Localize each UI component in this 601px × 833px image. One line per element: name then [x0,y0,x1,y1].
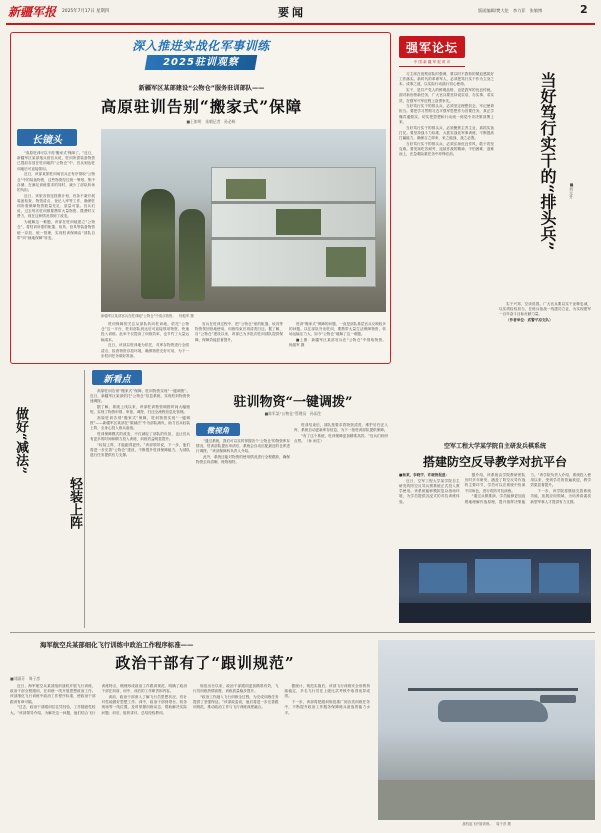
screen-1 [419,563,467,593]
story4-kicker: 海军航空兵某部细化飞行训练中政治工作程序标准—— [40,641,194,649]
lower-section-rule [10,632,595,633]
story3-para-3: “通过兵棋推演，学员能够更加直观地理解作战原理，提升指挥决策能力。”该学院负责人介绍，系统投入使用以来，受到学员的普遍欢迎，教学效果显著提升。 [464,473,591,504]
top-story-col4-para-1: 驻训“搬家式”保障的问题，一直是部队基层官兵反映较多的问题。以往部队外出驻训，要携带大量生活保障物资，转场运输压力大，如今“公物仓”破解了这一难题。 [289,322,386,337]
story4-body [10,684,370,829]
story3-headline: 搭建防空反导教学对抗平台 [422,455,567,469]
forum-vertical-headline: 当好笃行实干的“排头兵” [538,72,557,251]
story2-body-left [90,389,190,625]
vertical-story-rule [84,370,85,628]
sidebar-forum [395,32,595,362]
forum-para-1: 习主席在视察部队时强调，要以时不我待的紧迫感抓好工作落实。新时代的革命军人，必须把笃行实干作为立身之本、成事之道，以实际行动践行初心使命。 [399,72,494,87]
tag-changjingtou [17,129,77,146]
top-story-body-col4 [289,322,394,362]
top-story-col4-para-2: ■上图：新疆军区某部官兵在“公物仓”中领取物资。 杨振军 摄 [289,338,394,348]
story3-para-1: 近日，空军工程大学某学院自主研发的防空反导兵棋系统正式投入教学使用。该系统能够模拟复杂战场环境，为学员提供沉浸式的对抗训练体验。 [399,478,460,504]
runway [378,780,595,820]
crate-2 [276,209,321,235]
crate-1 [226,179,266,199]
story3-para-2: 据介绍，该系统由学院教研团队历时多年研发，涵盖了防空反导作战的主要环节，学员可以在系统中扮演不同角色，进行攻防对抗演练。 [464,473,526,493]
aircraft-rotor [408,688,578,691]
top-story-mid-para-2: 近日，该部以驻训地为依托，对库存物资进行全面清点，检查物资存放环境，确保物资完好可用，为下一步驻训任务做好准备。 [101,343,189,358]
aircraft-body [438,700,548,722]
soldier-figure-2 [179,209,205,301]
masthead-rule [6,23,595,25]
forum-para-4: 当好笃行实干的排头兵，必须聚焦主责主业，真抓实备打仗。要坚持战斗力标准，大抓实战化军事训练，不断提高打赢能力，确保召之即来、来之能战、战之必胜。 [399,125,494,140]
forum-subtitle: 中 国 新 疆 军 报 时 评 [413,60,451,64]
top-story-body-left [17,151,95,363]
forum-body-2 [499,302,591,358]
top-story-body-col3 [195,322,283,362]
masthead-date: 2025年7月17日 星期四 [62,9,110,14]
top-story-col3-para-1: 官兵在驻训过程中，把“公物仓”里的帐篷、炊具等物资领回营地使用，训练结束后再清洗归还。据了解，自“公物仓”建设以来，该部已为多批次驻训部队提供保障，保障效能显著提升。 [195,322,283,342]
tag-xinkandian [92,370,142,385]
forum-para-5: 当好笃行实干的排头兵，必须弘扬优良作风，敢于攻坚克难。要发扬吃苦耐劳、连续作战的精神，不怕困难、迎难而上，在急难险重任务中冲锋在前。 [399,141,494,157]
story2-body-right [294,423,388,625]
forum-author: ■刘元升 [569,182,574,199]
tag-xinkandian-label: 新看点 [103,374,131,385]
story4-photo [378,640,595,820]
story2-mid-para-1: “通过系统，我们可以实时掌握各个‘公物仓’的物资库存情况，驻训部队提出申请后，系统会自动匹配最近的仓库进行调拨。”该部保障科负责人介绍。 [196,439,290,454]
forum-para-3: 当好笃行实干的排头兵，必须坚定理想信念，牢记使命担当。要把学习贯彻习近平强军思想作为首要任务，真正学懂弄通做实，切实把思想和行动统一到党中央决策部署上来。 [399,104,494,124]
story4-photo-caption: 战机起飞开展训练。 周子彦 摄 [462,822,511,826]
forum-para-2: 实干，是共产党人的鲜明品格，也是我军的优良传统。面对新形势新任务，广大官兵要坚持说实话、办实事、求实效，在强军兴军征程上奋勇争先。 [399,88,494,103]
story2-headline: 驻训物资“一键调拨” [233,395,353,410]
story3-photo [399,549,591,623]
banner-line-2: 2025驻训观察 [163,57,239,68]
desk [399,603,591,623]
page-number: 2 [580,3,588,16]
story2-mid-para-2: 此外，系统还能对物资的使用情况进行全程跟踪，确保物资去向清晰、账物相符。 [196,455,290,465]
top-story-para-1: “高原驻训可以不再‘搬家式’保障了。”近日，新疆军区某部炮兵营官兵说，驻训所需装备物资已提前存放在驻训地的“公物仓”中，官兵到达驻训地后可直接领用。 [17,151,95,171]
story4-byline: ■刘淑芬 周子彦 [10,676,41,681]
story2 [88,367,391,629]
story4-para-7: 下一步，该部将把跟训规范推广到各类训练任务中，不断提升政治工作服务保障练兵备战的能力水平。 [284,700,370,715]
story3-body [399,473,591,547]
story4-para-3: 训前，政治干部深入了解飞行员思想状况，有针对性地做好思想工作；训中，政治干部到塔台、机务现场等一线位置，及时掌握训练动态，帮助解决实际问题；训后，组织讲评，总结经验教训。 [101,694,187,715]
story3-kicker: 空军工程大学某学院自主研发兵棋系统 [443,443,546,450]
vertical-headline-b: 轻装上阵 [67,477,82,529]
aircraft-tail [540,695,576,703]
vertical-story [10,367,84,629]
top-story-body-mid [101,322,189,362]
top-story-byline: ■王如明 朱朝记者 孙必栋 [186,119,236,124]
top-story-para-3: 近日，该旅各营连按照计划，有条不紊开展装备检查、物资清点、登记入库等工作，确保驻训所需保障物资数量充足、质量可靠。官兵们说，过去每次驻训都要携带大量物资，既费时又费力，现在这种情况得到了改变。 [17,193,95,219]
top-story-kicker: 新疆军区某部建设“公物仓”服务驻训部队—— [138,85,265,92]
tag-changjingtou-label: 长镜头 [32,135,62,146]
masthead-logo: 新疆军报 [8,5,57,19]
story4-headline: 政治干部有了“跟训规范” [115,654,295,672]
screen-2 [475,559,531,593]
page-editors: 版面编辑/樊大伦 李力菲 张敏博 [478,8,543,13]
top-story-mid-para-1: 驻训保障的关注从部队转向驻训地，依托“公物仓”这一平台，驻训部队到达后可直接领用物资，快速投入训练。此举不仅提高了训练效率，也节约了大量运输成本。 [101,322,189,342]
tag-weishijiao [196,423,240,436]
story2-right-para-1: 驻训结束后，部队按要求将物资清洗、维护后归还入库，系统自动更新库存信息，为下一批驻训部队提供保障。 [294,423,388,433]
top-story-photo-caption: 新疆军区某部官兵在驻训地“公物仓”中清点物资。 杨振军 摄 [101,314,194,318]
section-title: 要闻 [278,6,306,19]
vertical-story-para-3: “轻装上阵，才能跑得更快。”该部领导说，下一步，他们将进一步完善“公物仓”建设，不断提升驻训保障能力，为部队遂行任务提供有力支撑。 [90,443,190,458]
story2-body-mid [196,439,290,625]
story2-right-para-2: “有了这个系统，驻训保障更加精准高效。”官兵们纷纷点赞。（孙 雨生） [294,433,388,444]
shelf-line-1 [211,201,376,204]
screen-3 [539,563,579,593]
masthead [0,0,601,28]
shelf-line-2 [211,237,376,240]
story4-para-4: 规范出台以来，政治干部跟训更加精准有效，飞行员训练热情高涨，训练质量稳步提升。 [193,684,279,694]
tag-weishijiao-label: 微视角 [206,425,230,435]
top-story-para-4: 为破解这一难题，该部在驻训地建立“公物仓”，将驻训所需的帐篷、炊具、营具等装备物资统一存放、统一管理，实现驻训保障由“部队自带”向“就地保障”转变。 [17,220,95,240]
top-story-para-2: 近日，该部某旅驻训场官兵正有序领取“公物仓”中的装备物资，这些物资经过统一筹划、集中存储，在满足训练需求的同时，减少了部队转场的负担。 [17,172,95,192]
story4-para-2: “过去，政治干部跟训往往凭经验，工作随意性较大。”该部领导介绍，为解决这一问题，他们结合飞行训练特点，梳理形成政治工作跟训规范，明确了政治干部在训前、训中、训后的工作职责和内容。 [10,684,187,715]
story3-byline: ■杨某，李晓宇、许晓涛报道： [399,473,450,477]
top-story-frame [10,32,394,364]
story4-para-6: 据统计，规范实施后，该部飞行训练安全形势持续稳定，多名飞行员在上级比武考核中取得优异成绩。 [284,684,370,699]
forum-title: 强军论坛 [405,41,458,55]
vertical-story-para-1: 高原驻训告别“搬家式”保障，驻训物资实现“一键调拨”——新疆军区某部在“做减法”中为部队减负，助力官兵轻装上阵，全身心投入练兵备战。 [90,416,190,431]
crate-3 [326,247,366,277]
story4-para-1: 近日，海军航空兵某部组织战机开展飞行训练，政治干部全程跟训，在训练一线开展思想政治工作。该部细化飞行训练中政治工作程序标准，使政治干部跟训有章可循。 [10,684,96,704]
forum-title-box [399,36,465,58]
story4 [10,636,595,831]
story2-left-para-2: 据了解，系统上线以来，该部驻训物资调拨时间大幅缩短，实现了物资申领、审批、调拨、归还全流程信息化管理。 [90,405,190,415]
forum-rule [399,66,465,67]
top-story-banner [111,36,291,76]
story2-byline: ■陈军某“公物仓”管理员 孙雨生 [264,411,322,416]
soldier-figure-1 [141,189,175,299]
story3-para-4: 下一步，该学院将继续完善系统功能，拓展应用领域，为培养高素质新型军事人才提供有力支撑。 [530,489,591,504]
forum-body [399,72,494,298]
banner-line-1: 深入推进实战化军事训练 [132,39,270,53]
top-story-photo [101,129,386,312]
story4-para-5: “政治工作融入飞行训练全过程，为完成训练任务提供了坚强保证。”该部政委说，他们将进一步完善跟训规范，推动政治工作与飞行训练深度融合。 [193,694,279,710]
top-story-headline: 高原驻训告别“搬家式”保障 [100,97,303,116]
forum-tail-para: 实干兴邦，空谈误国。广大官兵要以实干诠释忠诚，以实绩检验担当，在练兵备战一线建功立业，为实现建军一百年奋斗目标贡献力量。 [499,302,591,317]
vertical-story-para-2: 驻训保障模式的改变，不仅减轻了部队的负担，也让官兵有更多的时间和精力投入训练，训练效益明显提升。 [90,432,190,442]
vertical-headline-a: 做好“减法” [13,407,28,474]
story2-left-para-1: 高原驻训告别“搬家式”保障，驻训物资实现“一键调拨”。近日，新疆军区某部依托“公物仓”信息系统，实现驻训物资快速调拨。 [90,389,190,404]
forum-tail-note: （作者单位：武警平凉支队） [506,318,553,323]
story3 [395,367,595,629]
